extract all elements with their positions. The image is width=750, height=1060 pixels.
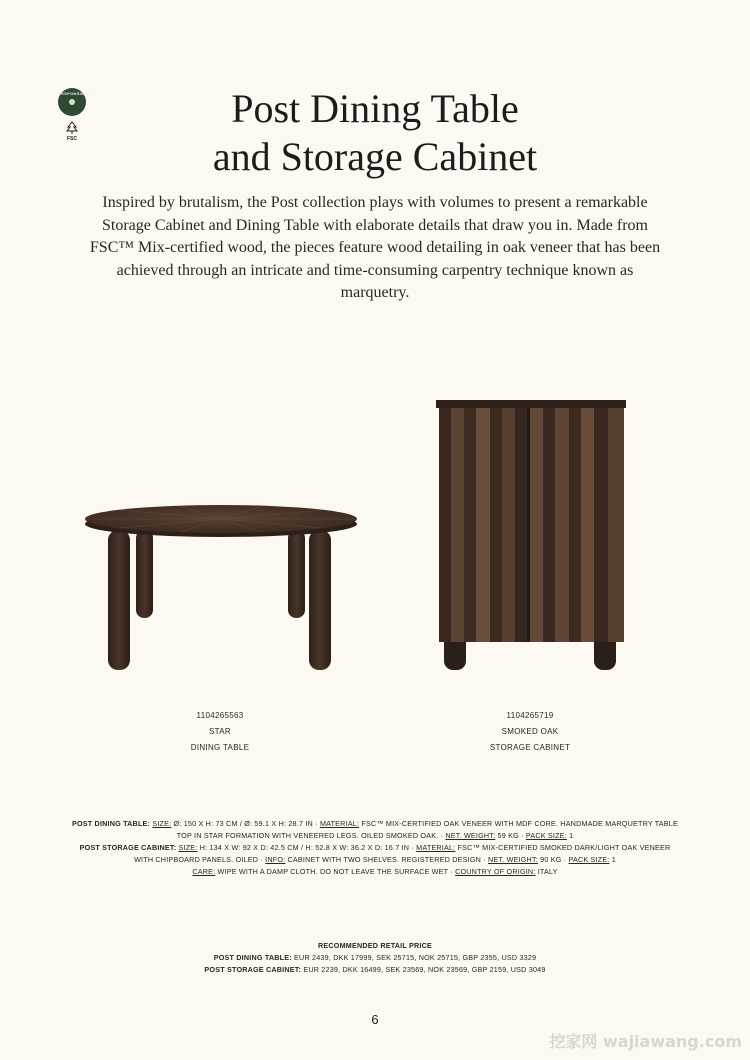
spec-cabinet-material: FSC™ MIX-CERTIFIED SMOKED DARK/LIGHT OAK VENEER WITH CHIPBOARD PANELS. OILED · — [134, 843, 671, 864]
intro-paragraph: Inspired by brutalism, the Post collection plays with volumes to present a remarkable Storage Cabinet and Dining Table with elaborate details that draw you in. Made from FSC™ Mix-certified wood, the pieces feature wood detailing in oak veneer that has been achieved through an intricate and time-consuming carpentry technique known as marquetry. — [89, 194, 661, 301]
dining-table-caption — [120, 708, 320, 756]
spec-cabinet-label: POST STORAGE CABINET: — [79, 843, 177, 852]
spec-material-label: MATERIAL: — [416, 843, 456, 852]
spec-table-size: Ø: 150 X H: 73 CM / Ø: 59.1 X H: 28.7 IN · — [171, 819, 320, 828]
spec-weight-label: NET. WEIGHT: — [488, 855, 538, 864]
price-cabinet-values: EUR 2239, DKK 16499, SEK 23569, NOK 23569, GBP 2159, USD 3049 — [301, 965, 546, 974]
spec-table-label: POST DINING TABLE: — [71, 819, 151, 828]
spec-cabinet-weight: 90 KG · — [537, 855, 569, 864]
spec-table-material: FSC™ MIX-CERTIFIED OAK VENEER WITH MDF CORE. HANDMADE MARQUETRY TABLE TOP IN STAR FORMATION WITH VENEERED LEGS. OILED SMOKED OAK. · — [176, 819, 678, 840]
price-cabinet-label: POST STORAGE CABINET: — [204, 965, 302, 974]
spec-pack-label: PACK SIZE: — [525, 831, 567, 840]
spec-cabinet-info: CABINET WITH TWO SHELVES. REGISTERED DESIGN · — [285, 855, 489, 864]
retail-price-block — [100, 940, 650, 976]
spec-pack-label: PACK SIZE: — [568, 855, 610, 864]
spec-size-label: SIZE: — [178, 843, 198, 852]
spec-care: WIPE WITH A DAMP CLOTH. DO NOT LEAVE THE SURFACE WET · — [215, 867, 456, 876]
page-title — [75, 85, 675, 181]
fsc-label: FSC — [67, 136, 77, 142]
product-finish: STAR — [209, 727, 231, 736]
spec-care-label: CARE: — [192, 867, 216, 876]
product-sku: 1104265719 — [506, 711, 554, 720]
price-heading: RECOMMENDED RETAIL PRICE — [318, 941, 432, 950]
page-number: 6 — [371, 1012, 379, 1027]
title-line-1: Post Dining Table — [231, 86, 519, 131]
spec-cabinet-pack: 1 — [609, 855, 616, 864]
spec-weight-label: NET. WEIGHT: — [445, 831, 496, 840]
responsible-badge-text: RESPONSIBLE — [58, 91, 90, 96]
product-finish: SMOKED OAK — [501, 727, 559, 736]
title-line-2: and Storage Cabinet — [212, 134, 538, 179]
dining-table-image — [80, 500, 365, 680]
product-sku: 1104265563 — [196, 711, 244, 720]
spec-table-weight: 59 KG · — [495, 831, 526, 840]
price-table-values: EUR 2439, DKK 17999, SEK 25715, NOK 25715, GBP 2355, USD 3329 — [291, 953, 537, 962]
storage-cabinet-caption — [430, 708, 630, 756]
spec-origin: ITALY — [535, 867, 558, 876]
storage-cabinet-image — [436, 400, 626, 677]
spec-origin-label: COUNTRY OF ORIGIN: — [455, 867, 536, 876]
spec-table-pack: 1 — [566, 831, 574, 840]
spec-size-label: SIZE: — [152, 819, 172, 828]
product-specifications — [70, 818, 680, 878]
spec-info-label: INFO: — [265, 855, 286, 864]
product-name: DINING TABLE — [190, 743, 250, 752]
product-name: STORAGE CABINET — [489, 743, 571, 752]
spec-cabinet-size: H: 134 X W: 92 X D: 42.5 CM / H: 52.8 X W: 36.2 X D: 16.7 IN · — [197, 843, 417, 852]
spec-material-label: MATERIAL: — [319, 819, 360, 828]
watermark: 挖家网 wajiawang.com — [549, 1032, 742, 1051]
price-table-label: POST DINING TABLE: — [213, 953, 292, 962]
